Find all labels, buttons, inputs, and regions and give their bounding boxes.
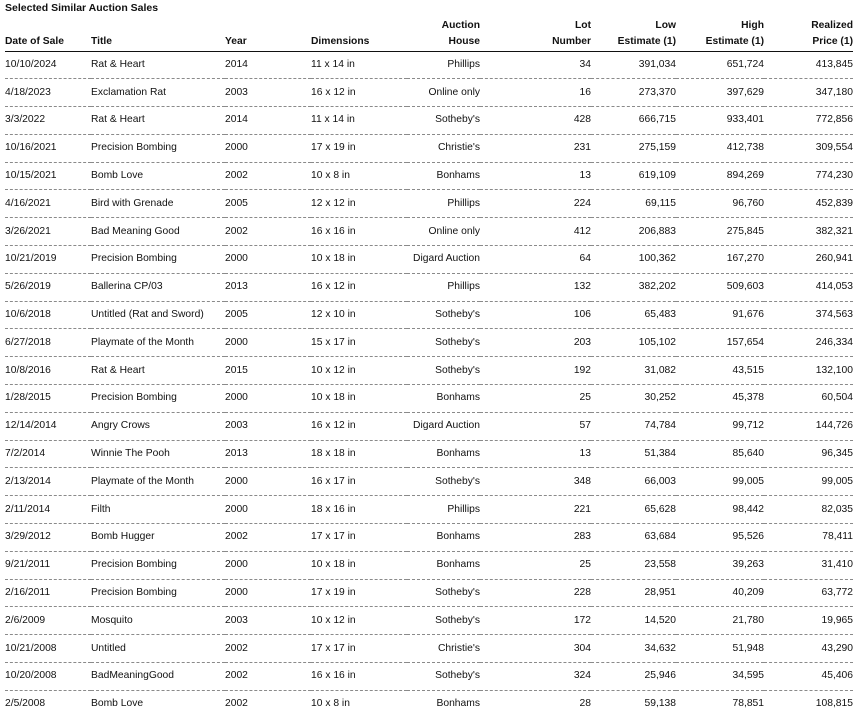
cell-title: Exclamation Rat (91, 79, 225, 107)
cell-auction-house: Christie's (407, 134, 480, 162)
table-body (5, 51, 853, 718)
cell-lot-number: 13 (480, 440, 591, 468)
cell-dimensions: 10 x 12 in (311, 357, 407, 385)
cell-high-estimate: 509,603 (676, 273, 764, 301)
cell-realized-price: 452,839 (764, 190, 853, 218)
cell-dimensions: 10 x 18 in (311, 385, 407, 413)
cell-auction-house: Digard Auction (407, 246, 480, 274)
cell-low-estimate: 275,159 (591, 134, 676, 162)
cell-lot-number: 25 (480, 385, 591, 413)
cell-realized-price: 108,815 (815, 698, 853, 710)
cell-date: 6/27/2018 (5, 329, 91, 357)
cell-realized-price: 774,230 (764, 162, 853, 190)
cell-realized-price: 144,726 (764, 412, 853, 440)
cell-low-estimate: 206,883 (591, 218, 676, 246)
col-header-auction-house: Auction House (407, 17, 480, 51)
cell-auction-house: Sotheby's (407, 329, 480, 357)
cell-dimensions: 17 x 17 in (311, 635, 407, 663)
cell-realized-price: 382,321 (764, 218, 853, 246)
cell-year: 2002 (225, 635, 311, 663)
cell-dimensions: 11 x 14 in (311, 51, 407, 79)
cell-low-estimate: 391,034 (591, 51, 676, 79)
cell-realized-price: 31,410 (764, 551, 853, 579)
cell-high-estimate: 651,724 (676, 51, 764, 79)
cell-high-estimate: 78,851 (732, 698, 764, 710)
cell-realized-price: 309,554 (764, 134, 853, 162)
table-row (5, 524, 853, 552)
cell-year: 2005 (225, 301, 311, 329)
table-row (5, 663, 853, 691)
cell-low-estimate: 74,784 (591, 412, 676, 440)
cell-year: 2005 (225, 190, 311, 218)
cell-low-estimate: 25,946 (591, 663, 676, 691)
cell-dimensions: 18 x 16 in (311, 496, 407, 524)
cell-title: Untitled (91, 635, 225, 663)
cell-auction-house: Sotheby's (407, 468, 480, 496)
cell-high-estimate: 99,712 (676, 412, 764, 440)
cell-realized-price: 19,965 (764, 607, 853, 635)
cell-high-estimate: 21,780 (676, 607, 764, 635)
table-row (5, 51, 853, 79)
cell-lot-number: 231 (480, 134, 591, 162)
cell-low-estimate: 59,138 (644, 698, 676, 710)
cell-low-estimate: 619,109 (591, 162, 676, 190)
cell-title: Winnie The Pooh (91, 440, 225, 468)
cell-low-estimate: 100,362 (591, 246, 676, 274)
cell-dimensions: 17 x 19 in (311, 134, 407, 162)
cell-auction-house: Bonhams (407, 385, 480, 413)
cell-date: 4/18/2023 (5, 79, 91, 107)
cell-lot-number: 283 (480, 524, 591, 552)
cell-high-estimate: 40,209 (676, 579, 764, 607)
cell-year: 2000 (225, 579, 311, 607)
auction-sales-table (5, 17, 853, 718)
cell-realized-price: 347,180 (764, 79, 853, 107)
cell-title: Filth (91, 496, 225, 524)
cell-auction-house: Phillips (407, 190, 480, 218)
col-header-year: Year (225, 17, 311, 51)
cell-title: Precision Bombing (91, 551, 225, 579)
table-row (5, 468, 853, 496)
table-header (5, 17, 853, 51)
cell-high-estimate: 933,401 (676, 107, 764, 135)
cell-dimensions: 18 x 18 in (311, 440, 407, 468)
table-row (5, 107, 853, 135)
table-row (5, 496, 853, 524)
cell-low-estimate: 65,483 (591, 301, 676, 329)
cell-date: 10/10/2024 (5, 51, 91, 79)
cell-dimensions: 12 x 12 in (311, 190, 407, 218)
cell-date: 10/16/2021 (5, 134, 91, 162)
cell-dimensions: 12 x 10 in (311, 301, 407, 329)
cell-lot-number: 324 (480, 663, 591, 691)
cell-date: 2/11/2014 (5, 496, 91, 524)
cell-realized-price: 43,290 (764, 635, 853, 663)
cell-title: Bomb Love (91, 162, 225, 190)
table-row (5, 162, 853, 190)
cell-lot-number: 13 (480, 162, 591, 190)
cell-low-estimate: 65,628 (591, 496, 676, 524)
cell-year: 2002 (225, 218, 311, 246)
cell-auction-house: Sotheby's (407, 107, 480, 135)
cell-high-estimate: 99,005 (676, 468, 764, 496)
cell-year: 2000 (225, 329, 311, 357)
cell-year: 2014 (225, 107, 311, 135)
cell-auction-house: Bonhams (407, 440, 480, 468)
cell-date: 2/13/2014 (5, 468, 91, 496)
col-header-title: Title (91, 17, 225, 51)
cell-auction-house: Phillips (407, 51, 480, 79)
cell-auction-house: Bonhams (436, 698, 480, 710)
cell-year: 2002 (225, 698, 248, 710)
cell-year: 2000 (225, 496, 311, 524)
cell-auction-house: Digard Auction (407, 412, 480, 440)
cell-lot-number: 304 (480, 635, 591, 663)
cell-title: Mosquito (91, 607, 225, 635)
cell-year: 2000 (225, 551, 311, 579)
cell-date: 3/26/2021 (5, 218, 91, 246)
cell-title: Bad Meaning Good (91, 218, 225, 246)
table-row (5, 357, 853, 385)
table-row (5, 79, 853, 107)
col-header-high-estimate: High Estimate (1) (676, 17, 764, 51)
cell-auction-house: Sotheby's (407, 357, 480, 385)
col-header-date: Date of Sale (5, 17, 91, 51)
cell-realized-price: 132,100 (764, 357, 853, 385)
cell-dimensions: 10 x 18 in (311, 551, 407, 579)
cell-date: 10/21/2019 (5, 246, 91, 274)
table-row (5, 690, 853, 718)
cell-realized-price: 260,941 (764, 246, 853, 274)
cell-low-estimate: 51,384 (591, 440, 676, 468)
cell-date: 10/6/2018 (5, 301, 91, 329)
cell-realized-price: 414,053 (764, 273, 853, 301)
cell-title: Bomb Love (91, 698, 144, 710)
cell-dimensions: 15 x 17 in (311, 329, 407, 357)
cell-title: Playmate of the Month (91, 468, 225, 496)
cell-year: 2002 (225, 663, 311, 691)
cell-auction-house: Christie's (407, 635, 480, 663)
cell-high-estimate: 397,629 (676, 79, 764, 107)
cell-realized-price: 82,035 (764, 496, 853, 524)
cell-title: Angry Crows (91, 412, 225, 440)
cell-auction-house: Online only (407, 218, 480, 246)
cell-date: 10/8/2016 (5, 357, 91, 385)
cell-dimensions: 17 x 19 in (311, 579, 407, 607)
cell-high-estimate: 43,515 (676, 357, 764, 385)
cell-realized-price: 413,845 (764, 51, 853, 79)
cell-date: 4/16/2021 (5, 190, 91, 218)
cell-high-estimate: 275,845 (676, 218, 764, 246)
cell-year: 2003 (225, 607, 311, 635)
cell-high-estimate: 157,654 (676, 329, 764, 357)
cell-dimensions: 10 x 18 in (311, 246, 407, 274)
table-row (5, 551, 853, 579)
cell-dimensions: 16 x 12 in (311, 412, 407, 440)
cell-realized-price: 60,504 (764, 385, 853, 413)
table-row (5, 134, 853, 162)
cell-auction-house: Sotheby's (407, 579, 480, 607)
cell-year: 2002 (225, 524, 311, 552)
cell-date: 9/21/2011 (5, 551, 91, 579)
cell-lot-number: 57 (480, 412, 591, 440)
cell-dimensions: 10 x 12 in (311, 607, 407, 635)
cell-date: 5/26/2019 (5, 273, 91, 301)
cell-year: 2013 (225, 273, 311, 301)
cell-date: 2/5/2008 (5, 698, 46, 710)
cell-lot-number: 16 (480, 79, 591, 107)
cell-realized-price: 246,334 (764, 329, 853, 357)
table-row (5, 218, 853, 246)
cell-year: 2000 (225, 385, 311, 413)
table-row (5, 190, 853, 218)
cell-title: Precision Bombing (91, 579, 225, 607)
table-title: Selected Similar Auction Sales (5, 2, 159, 14)
cell-dimensions: 16 x 16 in (311, 663, 407, 691)
cell-high-estimate: 91,676 (676, 301, 764, 329)
cell-lot-number: 34 (480, 51, 591, 79)
cell-lot-number: 412 (480, 218, 591, 246)
cell-low-estimate: 23,558 (591, 551, 676, 579)
cell-title: Playmate of the Month (91, 329, 225, 357)
cell-date: 1/28/2015 (5, 385, 91, 413)
cell-year: 2013 (225, 440, 311, 468)
table-row (5, 579, 853, 607)
cell-date: 7/2/2014 (5, 440, 91, 468)
cell-dimensions: 11 x 14 in (311, 107, 407, 135)
cell-year: 2015 (225, 357, 311, 385)
cell-auction-house: Phillips (407, 273, 480, 301)
cell-realized-price: 772,856 (764, 107, 853, 135)
cell-low-estimate: 14,520 (591, 607, 676, 635)
cell-date: 12/14/2014 (5, 412, 91, 440)
cell-lot-number: 172 (480, 607, 591, 635)
cell-title: Precision Bombing (91, 134, 225, 162)
cell-dimensions: 16 x 17 in (311, 468, 407, 496)
cell-low-estimate: 273,370 (591, 79, 676, 107)
cell-auction-house: Bonhams (407, 551, 480, 579)
cell-title: BadMeaningGood (91, 663, 225, 691)
cell-auction-house: Sotheby's (407, 607, 480, 635)
cell-dimensions: 10 x 8 in (311, 162, 407, 190)
cell-lot-number: 132 (480, 273, 591, 301)
cell-year: 2014 (225, 51, 311, 79)
cell-auction-house: Online only (407, 79, 480, 107)
cell-low-estimate: 382,202 (591, 273, 676, 301)
cell-dimensions: 16 x 16 in (311, 218, 407, 246)
cell-low-estimate: 66,003 (591, 468, 676, 496)
cell-auction-house: Bonhams (407, 162, 480, 190)
col-header-low-estimate: Low Estimate (1) (591, 17, 676, 51)
cell-date: 2/16/2011 (5, 579, 91, 607)
cell-lot-number: 221 (480, 496, 591, 524)
table-row (5, 273, 853, 301)
cell-auction-house: Sotheby's (407, 663, 480, 691)
cell-realized-price: 45,406 (764, 663, 853, 691)
cell-date: 3/3/2022 (5, 107, 91, 135)
cell-auction-house: Sotheby's (407, 301, 480, 329)
cell-low-estimate: 105,102 (591, 329, 676, 357)
cell-high-estimate: 45,378 (676, 385, 764, 413)
cell-lot-number: 192 (480, 357, 591, 385)
cell-high-estimate: 51,948 (676, 635, 764, 663)
cell-low-estimate: 28,951 (591, 579, 676, 607)
cell-year: 2000 (225, 468, 311, 496)
cell-low-estimate: 666,715 (591, 107, 676, 135)
cell-title: Precision Bombing (91, 385, 225, 413)
cell-year: 2000 (225, 246, 311, 274)
cell-year: 2003 (225, 79, 311, 107)
cell-year: 2002 (225, 162, 311, 190)
table-row (5, 329, 853, 357)
col-header-realized-price: Realized Price (1) (764, 17, 853, 51)
cell-high-estimate: 96,760 (676, 190, 764, 218)
cell-lot-number: 224 (480, 190, 591, 218)
cell-dimensions: 16 x 12 in (311, 79, 407, 107)
cell-realized-price: 63,772 (764, 579, 853, 607)
cell-high-estimate: 98,442 (676, 496, 764, 524)
cell-realized-price: 78,411 (764, 524, 853, 552)
table-row (5, 412, 853, 440)
cell-date: 10/21/2008 (5, 635, 91, 663)
cell-high-estimate: 39,263 (676, 551, 764, 579)
table-row (5, 440, 853, 468)
cell-high-estimate: 34,595 (676, 663, 764, 691)
cell-realized-price: 374,563 (764, 301, 853, 329)
cell-date: 10/15/2021 (5, 162, 91, 190)
table-row (5, 246, 853, 274)
cell-high-estimate: 95,526 (676, 524, 764, 552)
cell-lot-number: 28 (579, 698, 591, 710)
cell-title: Rat & Heart (91, 51, 225, 79)
cell-lot-number: 428 (480, 107, 591, 135)
cell-dimensions: 10 x 8 in (311, 698, 350, 710)
table-row (5, 301, 853, 329)
cell-high-estimate: 412,738 (676, 134, 764, 162)
cell-title: Rat & Heart (91, 357, 225, 385)
cell-title: Rat & Heart (91, 107, 225, 135)
cell-auction-house: Bonhams (407, 524, 480, 552)
cell-title: Ballerina CP/03 (91, 273, 225, 301)
cell-lot-number: 203 (480, 329, 591, 357)
cell-lot-number: 25 (480, 551, 591, 579)
cell-low-estimate: 69,115 (591, 190, 676, 218)
cell-dimensions: 16 x 12 in (311, 273, 407, 301)
header-row (5, 17, 853, 51)
cell-high-estimate: 167,270 (676, 246, 764, 274)
cell-lot-number: 228 (480, 579, 591, 607)
cell-year: 2003 (225, 412, 311, 440)
cell-dimensions: 17 x 17 in (311, 524, 407, 552)
cell-date: 2/6/2009 (5, 607, 91, 635)
cell-realized-price: 96,345 (764, 440, 853, 468)
cell-realized-price: 99,005 (764, 468, 853, 496)
cell-date: 3/29/2012 (5, 524, 91, 552)
col-header-dimensions: Dimensions (311, 17, 407, 51)
col-header-lot-number: Lot Number (480, 17, 591, 51)
cell-lot-number: 64 (480, 246, 591, 274)
cell-high-estimate: 85,640 (676, 440, 764, 468)
cell-auction-house: Phillips (407, 496, 480, 524)
cell-low-estimate: 31,082 (591, 357, 676, 385)
table-row (5, 385, 853, 413)
cell-year: 2000 (225, 134, 311, 162)
cell-title: Bird with Grenade (91, 190, 225, 218)
cell-lot-number: 348 (480, 468, 591, 496)
table-row (5, 635, 853, 663)
cell-title: Precision Bombing (91, 246, 225, 274)
cell-high-estimate: 894,269 (676, 162, 764, 190)
cell-title: Untitled (Rat and Sword) (91, 301, 225, 329)
cell-low-estimate: 30,252 (591, 385, 676, 413)
cell-low-estimate: 63,684 (591, 524, 676, 552)
cell-low-estimate: 34,632 (591, 635, 676, 663)
cell-lot-number: 106 (480, 301, 591, 329)
cell-date: 10/20/2008 (5, 663, 91, 691)
cell-title: Bomb Hugger (91, 524, 225, 552)
table-row (5, 607, 853, 635)
